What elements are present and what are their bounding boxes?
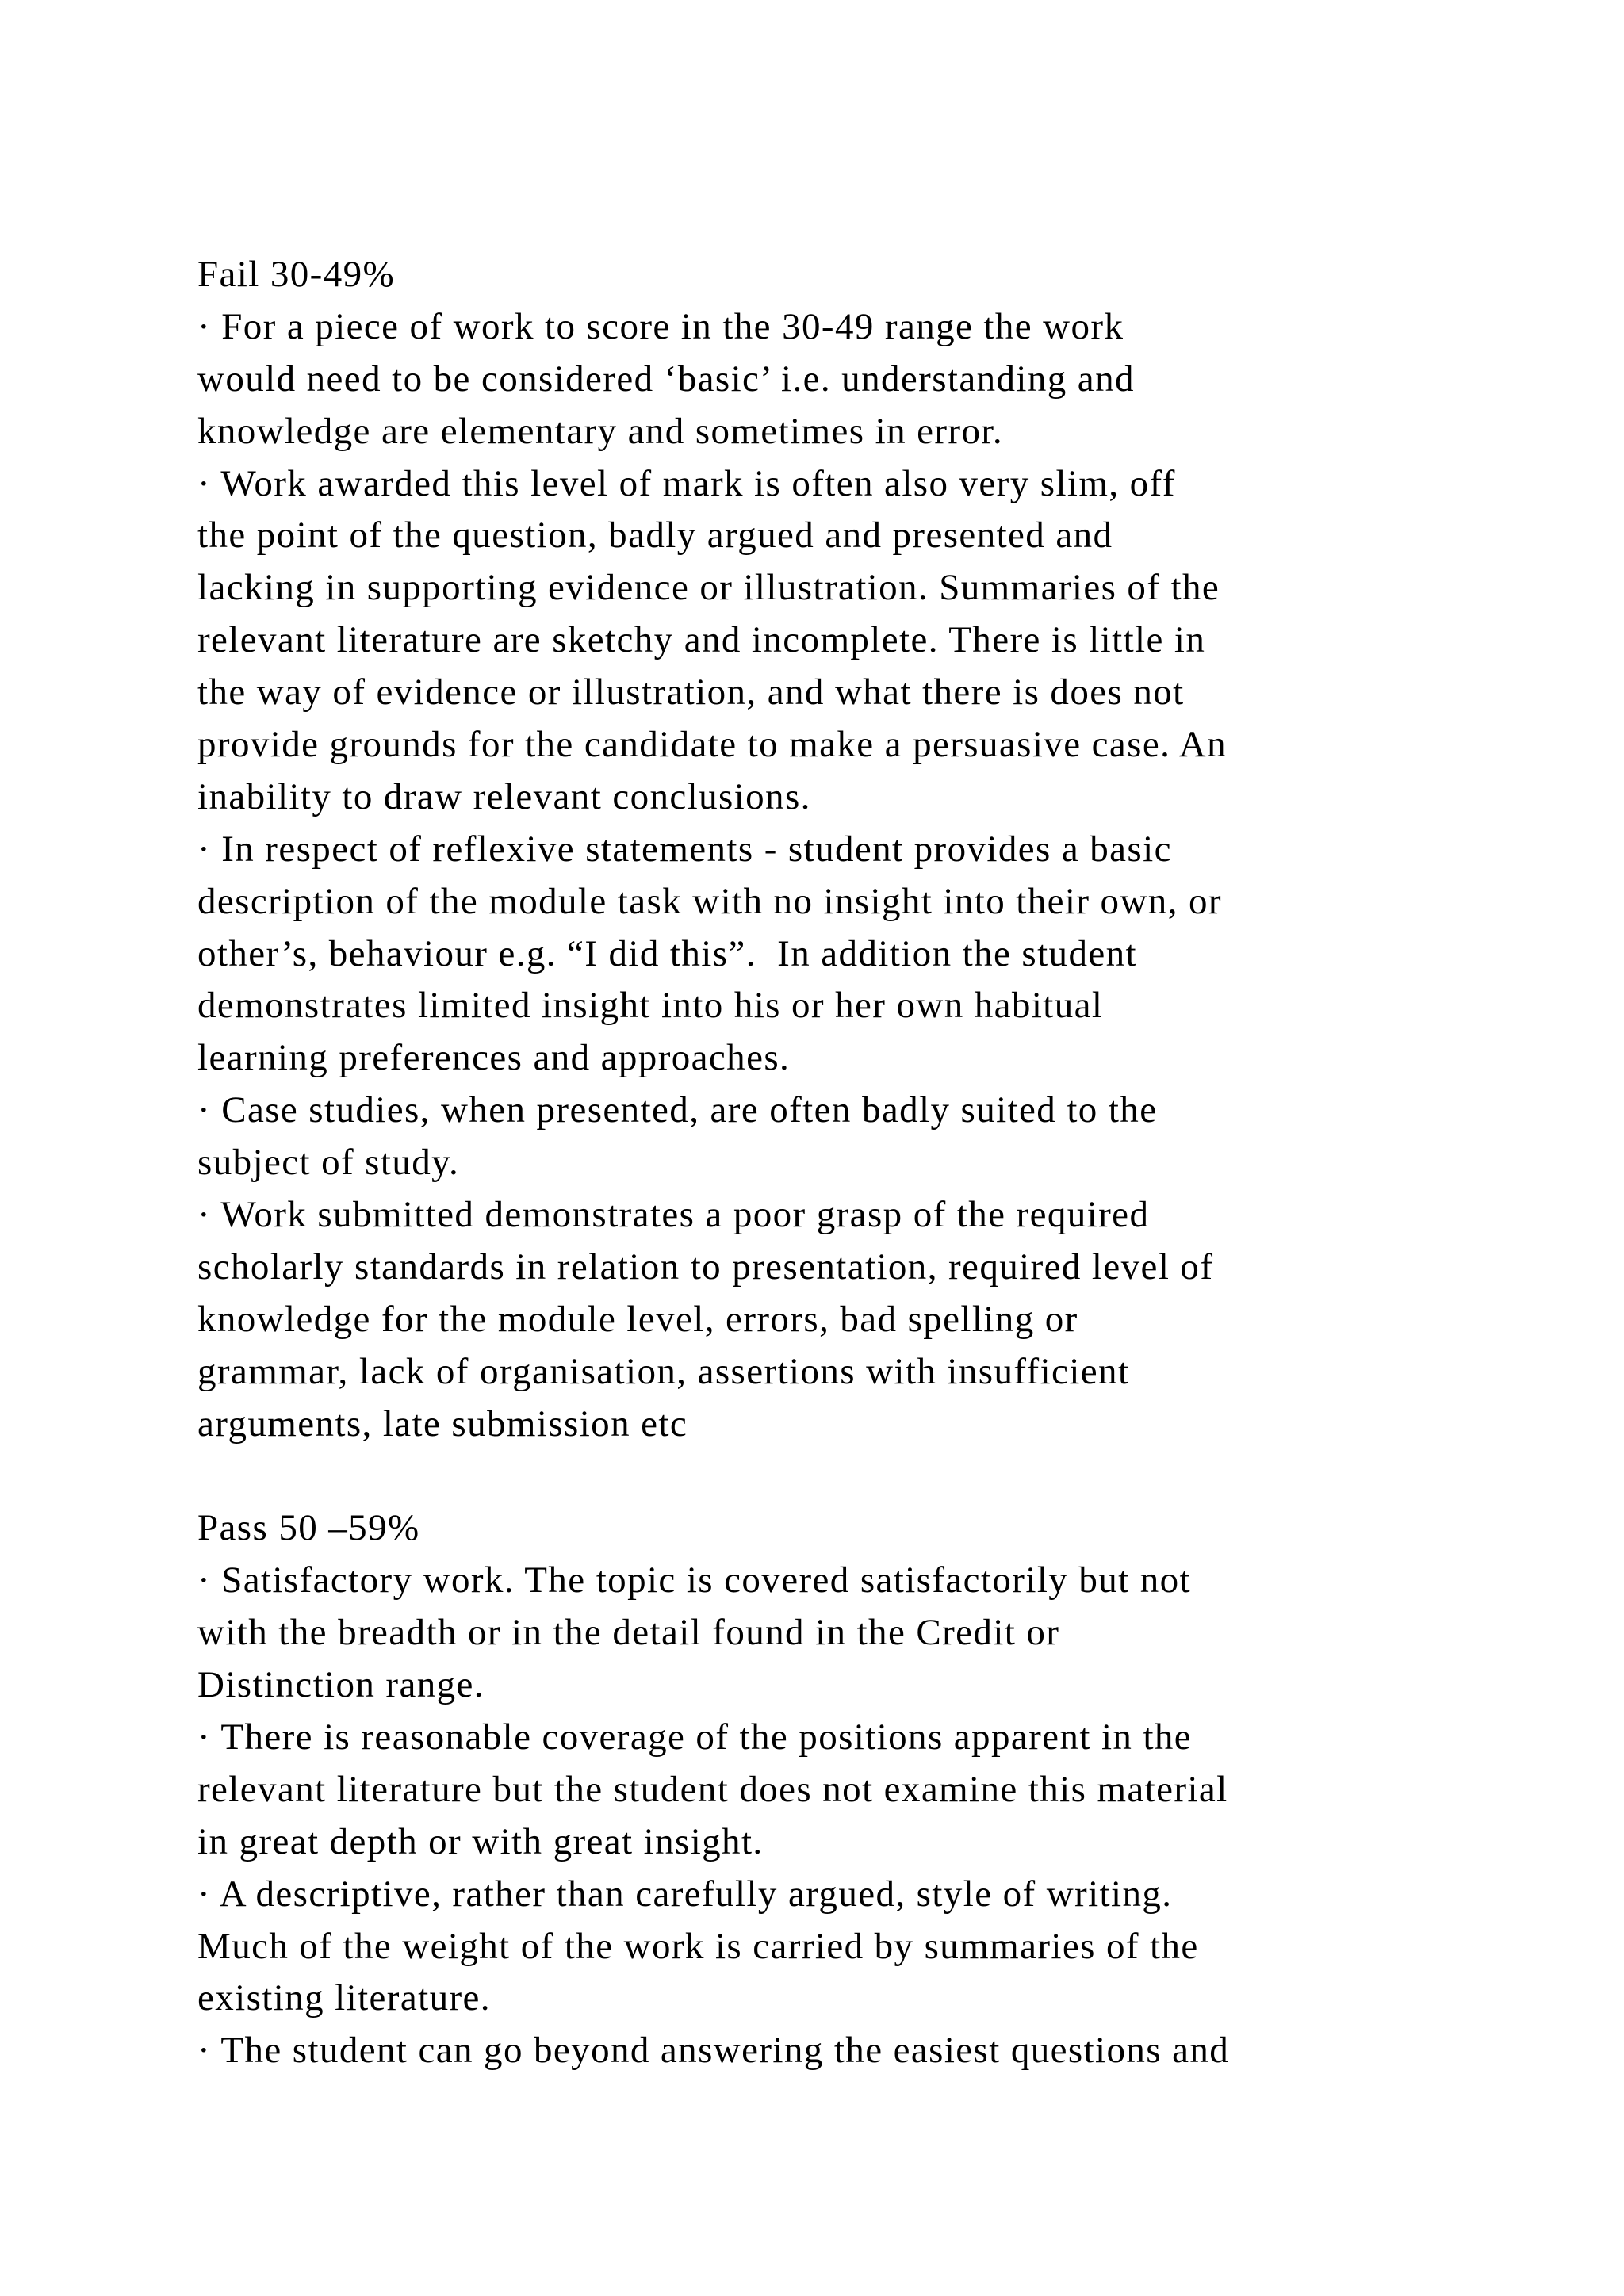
fail-line: · For a piece of work to score in the 30-49 range the work bbox=[197, 305, 1124, 347]
section-heading-pass: Pass 50 –59% bbox=[197, 1507, 420, 1549]
pass-line: in great depth or with great insight. bbox=[197, 1820, 764, 1862]
fail-line: provide grounds for the candidate to make a persuasive case. An bbox=[197, 724, 1228, 766]
fail-line: arguments, late submission etc bbox=[197, 1402, 688, 1445]
pass-line: existing literature. bbox=[197, 1977, 491, 2019]
pass-line: Distinction range. bbox=[197, 1664, 485, 1706]
fail-line: other’s, behaviour e.g. “I did this”. In addition the student bbox=[197, 932, 1137, 974]
fail-line: scholarly standards in relation to presentation, required level of bbox=[197, 1246, 1214, 1288]
fail-line: the point of the question, badly argued and presented and bbox=[197, 515, 1113, 557]
paragraph-spacer bbox=[197, 1450, 1466, 1502]
fail-line: inability to draw relevant conclusions. bbox=[197, 775, 811, 817]
fail-line: · Work submitted demonstrates a poor grasp of the required bbox=[197, 1194, 1150, 1236]
fail-line: would need to be considered ‘basic’ i.e. understanding and bbox=[197, 358, 1135, 400]
section-heading-fail: Fail 30-49% bbox=[197, 254, 396, 295]
fail-line: · In respect of reflexive statements - student provides a basic bbox=[197, 828, 1172, 870]
fail-line: relevant literature are sketchy and incomplete. There is little in bbox=[197, 619, 1206, 661]
fail-line: the way of evidence or illustration, and what there is does not bbox=[197, 672, 1185, 714]
pass-line: · The student can go beyond answering the easiest questions and bbox=[197, 2030, 1230, 2072]
fail-line: knowledge are elementary and sometimes in error. bbox=[197, 410, 1003, 452]
pass-line: · There is reasonable coverage of the positions apparent in the bbox=[197, 1716, 1193, 1758]
fail-line: · Case studies, when presented, are often badly suited to the bbox=[197, 1089, 1158, 1131]
pass-line: relevant literature but the student does not examine this material bbox=[197, 1768, 1228, 1810]
fail-line: description of the module task with no insight into their own, or bbox=[197, 880, 1222, 922]
fail-line: knowledge for the module level, errors, bad spelling or bbox=[197, 1298, 1078, 1340]
fail-line: learning preferences and approaches. bbox=[197, 1037, 791, 1079]
fail-line: grammar, lack of organisation, assertions with insufficient bbox=[197, 1350, 1130, 1392]
pass-line: · Satisfactory work. The topic is covered satisfactorily but not bbox=[197, 1559, 1191, 1601]
fail-line: demonstrates limited insight into his or her own habitual bbox=[197, 985, 1104, 1027]
fail-line: lacking in supporting evidence or illustration. Summaries of the bbox=[197, 567, 1220, 609]
document-body bbox=[197, 249, 1466, 2077]
fail-line: · Work awarded this level of mark is often also very slim, off bbox=[197, 462, 1176, 504]
pass-line: · A descriptive, rather than carefully argued, style of writing. bbox=[197, 1873, 1173, 1915]
pass-line: Much of the weight of the work is carried by summaries of the bbox=[197, 1925, 1199, 1967]
pass-line: with the breadth or in the detail found in the Credit or bbox=[197, 1612, 1060, 1654]
fail-line: subject of study. bbox=[197, 1142, 460, 1184]
